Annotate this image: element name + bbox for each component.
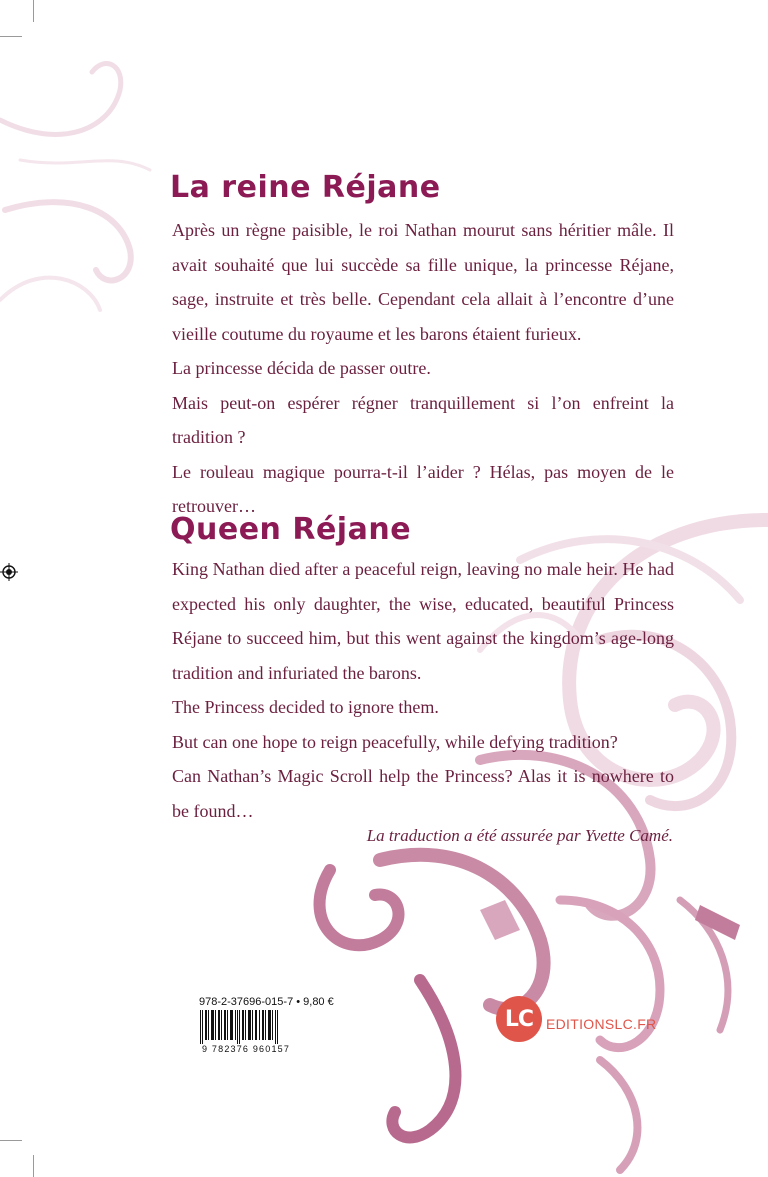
publisher-website[interactable]: EDITIONSLC.FR [546,1016,657,1032]
english-paragraph-3: But can one hope to reign peacefully, while defying tradition? [172,731,618,752]
french-paragraph-4: Le rouleau magique pourra-t-il l’aider ? Hélas, pas moyen de le retrouver… [172,461,674,516]
registration-mark-icon [0,563,18,581]
french-paragraph-2: La princesse décida de passer outre. [172,358,431,378]
english-paragraph-2: The Princess decided to ignore them. [172,697,439,717]
english-text [172,552,674,828]
english-heading: Queen Réjane [170,512,412,547]
french-paragraph-1: Après un règne paisible, le roi Nathan mourut sans héritier mâle. Il avait souhaité que lui succède sa fille unique, la princesse Réjane, sage, instruite et très belle. Cependant cela allait à l’encontre d’une vieille coutume du royaume et les barons étaient furieux. [172,220,674,344]
english-paragraph-1: King Nathan died after a peaceful reign, leaving no male heir. He had expected his only daughter, the wise, educated, beautiful Princess Réjane to succeed him, but this went against the kingdom’s age-long tradition and infuriated the barons. [172,559,674,683]
barcode-digits: 9 782376 960157 [202,1044,291,1054]
barcode-icon [199,1010,279,1044]
publisher-logo: LC [496,996,542,1042]
french-heading: La reine Réjane [170,170,441,205]
french-text [172,213,674,524]
french-paragraph-3: Mais peut-on espérer régner tranquillement si l’on enfreint la tradition ? [172,392,674,447]
isbn-price: 978-2-37696-015-7 • 9,80 € [199,996,334,1008]
english-paragraph-4: Can Nathan’s Magic Scroll help the Princess? Alas it is nowhere to be found… [172,766,674,821]
translation-credit: La traduction a été assurée par Yvette Camé. [366,826,673,845]
